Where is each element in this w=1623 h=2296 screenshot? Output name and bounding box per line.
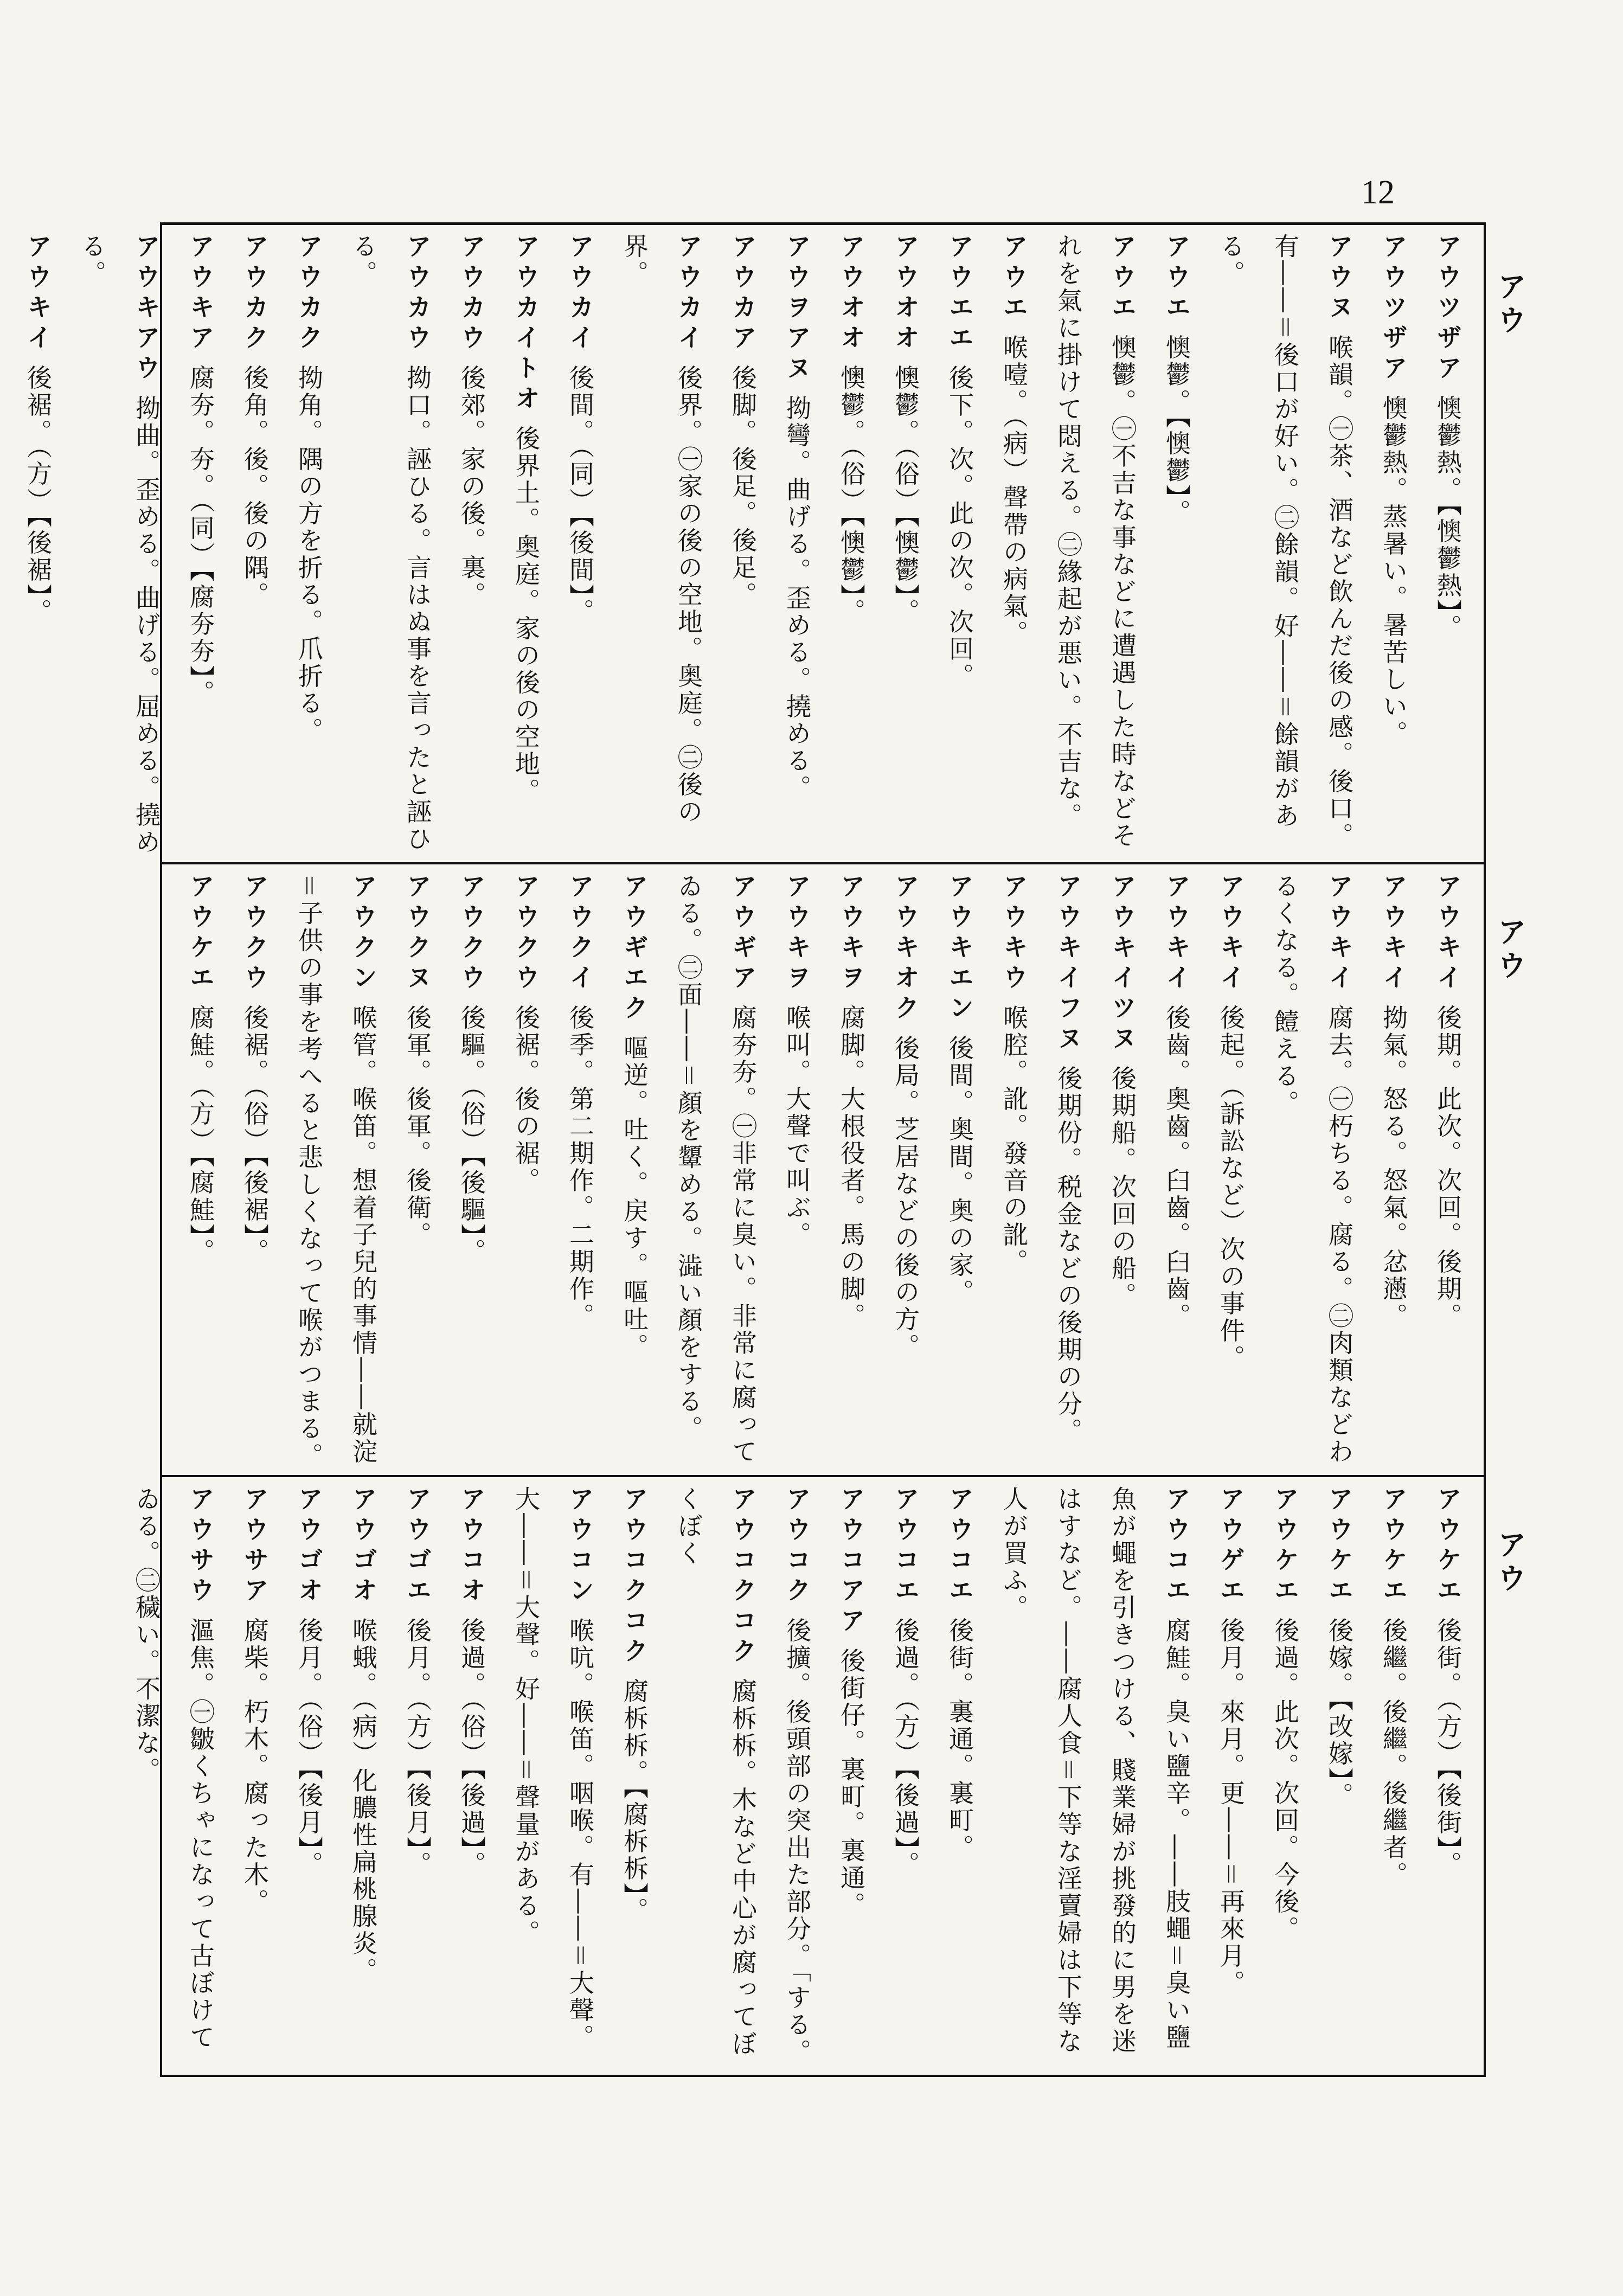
dictionary-entry [824, 233, 878, 626]
entry-definition: 後街仔。裏町。裏通。 [837, 1647, 866, 1919]
entry-headword: アウサア [240, 1486, 270, 1607]
entry-headword: アウゴオ [294, 1486, 324, 1607]
entry-headword: アウゴエ [403, 1486, 432, 1607]
entry-definition: 後繼。後繼。後繼者。 [1379, 1617, 1408, 1889]
entry-definition: 拗曲。歪める。曲げる。屈める。撓める。 [78, 233, 161, 856]
entry-definition: 後間。奥間。奥の家。 [945, 1035, 974, 1306]
entry-headword: アウカウ [403, 233, 432, 355]
entry-definition: 拗口。誣ひる。言はぬ事を言ったと誣ひる。 [349, 233, 432, 853]
dictionary-entry [228, 1486, 282, 1916]
entry-definition: 後街。（方）【後街】。 [1433, 1617, 1462, 1878]
entry-definition: 後起。（訴訟など）次の事件。 [1216, 1004, 1246, 1372]
dictionary-entry [499, 233, 553, 805]
entry-definition: 拗彎。曲げる。歪める。撓める。 [782, 395, 812, 802]
dictionary-entry [228, 233, 282, 609]
entry-definition: 腐夯。夯。（同）【腐夯夯】。 [186, 364, 215, 707]
entry-definition: 後軍。後軍。後衛。 [403, 1004, 432, 1249]
dictionary-entry [1150, 873, 1204, 1330]
entry-definition: 後郊。家の後。裏。 [457, 364, 486, 609]
dictionary-entry [1367, 873, 1421, 1330]
entry-definition: 喉蛾。（病）化膿性扁桃腺炎。 [349, 1617, 378, 1985]
dictionary-entry [607, 873, 662, 1361]
entry-definition: 嘔逆。吐く。戻す。嘔吐。 [620, 1035, 649, 1361]
entry-definition: 喉韻。㊀茶、酒など飲んだ後の感。後口。有――＝後口が好い。㊁餘韻。好――＝餘韻がある。 [1216, 233, 1354, 850]
entry-headword: アウキア [186, 233, 215, 355]
dictionary-entry [1258, 873, 1367, 1470]
dictionary-entry [282, 873, 390, 1470]
dictionary-entry [1367, 233, 1421, 748]
entry-definition: 後月。（俗）【後月】。 [294, 1617, 324, 1878]
dictionary-entry [119, 1486, 228, 2071]
entry-headword: アウキイ [1325, 873, 1354, 995]
entry-headword: アウカイ [674, 233, 703, 355]
section-2 [171, 873, 1475, 1470]
entry-definition: 後期份。税金などの後期の分。 [1054, 1065, 1083, 1445]
dictionary-entry [1367, 1486, 1421, 1889]
entry-headword: アウゲエ [1216, 1486, 1246, 1607]
dictionary-entry [390, 873, 445, 1249]
entry-definition: 懊鬱。【懊鬱】。 [1162, 334, 1191, 527]
entry-definition: 腐脚。大根役者。馬の脚。 [837, 1004, 866, 1330]
entry-headword: アウキイ [1216, 873, 1246, 995]
section-1-entries [23, 233, 1475, 857]
dictionary-entry [174, 233, 228, 707]
dictionary-entry [1312, 1486, 1367, 1810]
section-3 [132, 1486, 1475, 2071]
dictionary-entry [770, 873, 824, 1249]
entry-headword: アウケエ [1433, 1486, 1462, 1607]
entry-headword: アウヲアヌ [782, 233, 812, 385]
entry-headword: アウコアア [837, 1486, 866, 1638]
entry-headword: アウコクコク [620, 1486, 649, 1668]
entry-definition: 後裾。後の裾。 [511, 1004, 541, 1195]
entry-headword: アウゴオ [349, 1486, 378, 1607]
dictionary-entry [1041, 233, 1150, 857]
entry-headword: アウコオ [457, 1486, 486, 1607]
entry-definition: 喉吭。喉笛。咽喉。有――＝大聲。大――＝大聲。好――＝聲量がある。 [511, 1486, 595, 2051]
dictionary-entry [445, 233, 499, 609]
entry-headword: アウギエク [620, 873, 649, 1025]
dictionary-entry [878, 233, 933, 626]
entry-headword: アウケエ [1271, 1486, 1300, 1607]
entry-definition: 後嫁。【改嫁】。 [1325, 1617, 1354, 1810]
entry-definition: 後月。來月。更――＝再來月。 [1216, 1617, 1246, 1997]
section-3-entries [132, 1486, 1475, 2071]
entry-headword: アウキイフヌ [1054, 873, 1083, 1055]
entry-definition: 後界。㊀家の後の空地。奥庭。㊁後の界。 [620, 233, 703, 826]
dictionary-entry [987, 873, 1041, 1276]
entry-definition: 漚焦。㊀皺くちゃになって古ぼけてゐる。㊁穢い。不潔な。 [132, 1486, 215, 2051]
entry-definition: 後下。次。此の次。次回。 [945, 364, 974, 690]
section-2-entries [171, 873, 1475, 1470]
entry-headword: アウカク [240, 233, 270, 355]
entry-headword: アウカイトオ [511, 233, 541, 415]
dictionary-entry [607, 233, 716, 857]
entry-headword: アウキイ [1162, 873, 1191, 995]
entry-definition: 後脚。後足。後足。 [728, 364, 758, 609]
entry-definition: 後過。此次。次回。今後。 [1271, 1617, 1300, 1943]
entry-headword: アウクヌ [403, 873, 432, 995]
entry-headword: アウヌ [1325, 233, 1354, 324]
entry-headword: アウクン [349, 873, 378, 995]
entry-definition: 懊鬱熱。【懊鬱熱】。 [1433, 395, 1462, 642]
entry-headword: アウコン [566, 1486, 595, 1607]
entry-headword: アウキオク [891, 873, 920, 1025]
dictionary-entry [1150, 233, 1204, 527]
entry-definition: 腐鮭。（方）【腐鮭】。 [186, 1004, 215, 1266]
entry-definition: 腐鮭。臭い鹽辛。――肢蠅＝臭い鹽魚が蠅を引きつける、賤業婦が挑發的に男を迷はすなど。――腐人食＝下等な淫賣婦は下等な人が買ふ。 [999, 1486, 1191, 2055]
entry-headword: アウキヲ [782, 873, 812, 995]
entry-headword: アウツザア [1433, 233, 1462, 385]
entry-headword: アウオオ [837, 233, 866, 355]
entry-definition: 腐去。㊀朽ちる。腐る。㊁肉類などわるくなる。饐える。 [1271, 873, 1354, 1466]
entry-headword: アウエ [1108, 233, 1137, 324]
entry-headword: アウキイ [23, 233, 53, 355]
entry-headword: アウギア [728, 873, 758, 995]
dictionary-entry [1204, 233, 1367, 857]
entry-definition: 後期船。次回の船。 [1108, 1065, 1137, 1310]
entry-headword: アウキヲ [837, 873, 866, 995]
entry-headword: アウキアウ [132, 233, 161, 385]
section-header-2: アウ [1493, 916, 1528, 984]
entry-headword: アウキイ [1433, 873, 1462, 995]
entry-definition: 拗角。隅の方を折る。爪折る。 [294, 364, 324, 745]
entry-definition: 後間。（同）【後間】。 [566, 364, 595, 626]
entry-headword: アウコクコク [728, 1486, 758, 1668]
entry-definition: 後月。（方）【後月】。 [403, 1617, 432, 1878]
entry-headword: アウツザア [1379, 233, 1408, 385]
entry-headword: アウキエン [945, 873, 974, 1025]
dictionary-entry [65, 233, 174, 857]
dictionary-entry [987, 233, 1041, 647]
dictionary-entry [1204, 873, 1258, 1372]
dictionary-entry [770, 233, 824, 802]
entry-headword: アウクウ [457, 873, 486, 995]
entry-definition: 懊鬱。㊀不吉な事などに遭遇した時などそれを氣に掛けて悶える。㊁緣起が悪い。不吉な。 [1054, 233, 1137, 850]
entry-headword: アウカア [728, 233, 758, 355]
dictionary-entry [662, 873, 770, 1470]
dictionary-entry [716, 233, 770, 609]
dictionary-entry [499, 873, 553, 1195]
entry-headword: アウケエ [1379, 1486, 1408, 1607]
entry-headword: アウケエ [186, 873, 215, 995]
entry-headword: アウコク [782, 1486, 812, 1607]
dictionary-entry [1095, 873, 1150, 1310]
dictionary-entry [1421, 233, 1475, 642]
page-number: 12 [1361, 174, 1395, 211]
entry-definition: 喉管。喉笛。想着子兒的事情――就淀＝子供の事を考へると悲しくなって喉がつまる。 [294, 873, 378, 1470]
entry-definition: 後裾。（方）【後裾】。 [23, 364, 53, 626]
entry-headword: アウコエ [891, 1486, 920, 1607]
dictionary-entry [1258, 1486, 1312, 1943]
entry-definition: 後驅。（俗）【後驅】。 [457, 1004, 486, 1266]
dictionary-entry [824, 873, 878, 1330]
dictionary-entry [878, 1486, 933, 1878]
dictionary-entry [445, 1486, 499, 1878]
entry-headword: アウクウ [511, 873, 541, 995]
entry-definition: 腐柝柝。木など中心が腐ってぼくぼく [674, 1486, 758, 2058]
entry-headword: アウキイツヌ [1108, 873, 1137, 1055]
entry-headword: アウエエ [945, 233, 974, 355]
entry-headword: アウクウ [240, 873, 270, 995]
entry-definition: 後季。第二期作。二期作。 [566, 1004, 595, 1330]
dictionary-entry [1041, 873, 1095, 1445]
dictionary-entry [499, 1486, 607, 2071]
entry-headword: アウエ [999, 233, 1029, 324]
entry-definition: 腐夯夯。㊀非常に臭い。非常に腐ってゐる。㊁面――＝顏を顰める。澁い顏をする。 [674, 873, 758, 1466]
entry-definition: 後角。後。後の隅。 [240, 364, 270, 609]
dictionary-entry [933, 873, 987, 1306]
entry-definition: 拗氣。怒る。怒氣。忿懣。 [1379, 1004, 1408, 1330]
dictionary-entry [11, 233, 65, 626]
dictionary-entry [933, 1486, 987, 1862]
dictionary-entry [987, 1486, 1204, 2071]
dictionary-entry [553, 873, 607, 1330]
entry-headword: アウケエ [1325, 1486, 1354, 1607]
entry-headword: アウキイ [1379, 873, 1408, 995]
dictionary-entry [282, 233, 336, 745]
entry-headword: アウキウ [999, 873, 1029, 995]
dictionary-entry [878, 873, 933, 1361]
entry-definition: 後界土。奥庭。家の後の空地。 [511, 425, 541, 805]
dictionary-entry [1421, 873, 1475, 1330]
dictionary-entry [336, 233, 445, 857]
entry-definition: 後齒。奥齒。臼齒。臼齒。 [1162, 1004, 1191, 1330]
section-divider-1 [160, 862, 1486, 864]
dictionary-entry [174, 873, 228, 1266]
dictionary-entry [1421, 1486, 1475, 1878]
entry-definition: 後局。芝居などの後の方。 [891, 1035, 920, 1361]
entry-definition: 後過。（方）【後過】。 [891, 1617, 920, 1878]
entry-headword: アウサウ [186, 1486, 215, 1607]
entry-headword: アウクイ [566, 873, 595, 995]
entry-definition: 懊鬱。（俗）【懊鬱】。 [837, 364, 866, 626]
entry-headword: アウコエ [945, 1486, 974, 1607]
entry-definition: 後裾。（俗）【後裾】。 [240, 1004, 270, 1266]
entry-definition: 腐柴。朽木。腐った木。 [240, 1617, 270, 1916]
dictionary-entry [1204, 1486, 1258, 1997]
entry-headword: アウオオ [891, 233, 920, 355]
entry-definition: 喉腔。訛。發音の訛。 [999, 1004, 1029, 1276]
section-header-1: アウ [1493, 271, 1528, 338]
entry-headword: アウカウ [457, 233, 486, 355]
entry-definition: 腐柝柝。【腐柝柝】。 [620, 1678, 649, 1925]
dictionary-entry [228, 873, 282, 1266]
dictionary-entry [662, 1486, 770, 2071]
dictionary-entry [770, 1486, 824, 2066]
dictionary-entry [933, 233, 987, 690]
section-1 [23, 233, 1475, 857]
entry-headword: アウエ [1162, 233, 1191, 324]
dictionary-entry [390, 1486, 445, 1878]
entry-definition: 後街。裏通。裏町。 [945, 1617, 974, 1862]
entry-definition: 懊鬱。（俗）【懊鬱】。 [891, 364, 920, 626]
entry-definition: 後擴。後頭部の突出た部分。「する。 [782, 1617, 812, 2066]
entry-headword: アウカク [294, 233, 324, 355]
dictionary-entry [824, 1486, 878, 1919]
dictionary-entry [445, 873, 499, 1266]
dictionary-entry [336, 1486, 390, 1985]
dictionary-entry [553, 233, 607, 626]
entry-definition: 懊鬱熱。蒸暑い。暑苦しい。 [1379, 395, 1408, 748]
entry-definition: 喉叫。大聲で叫ぶ。 [782, 1004, 812, 1249]
entry-definition: 後期。此次。次回。後期。 [1433, 1004, 1462, 1330]
section-divider-2 [160, 1475, 1486, 1477]
entry-headword: アウコエ [1162, 1486, 1191, 1607]
dictionary-entry [282, 1486, 336, 1878]
section-header-3: アウ [1493, 1529, 1528, 1596]
entry-definition: 喉噎。（病）聲帶の病氣。 [999, 334, 1029, 647]
entry-headword: アウカイ [566, 233, 595, 355]
entry-definition: 後過。（俗）【後過】。 [457, 1617, 486, 1878]
dictionary-entry [607, 1486, 662, 1925]
